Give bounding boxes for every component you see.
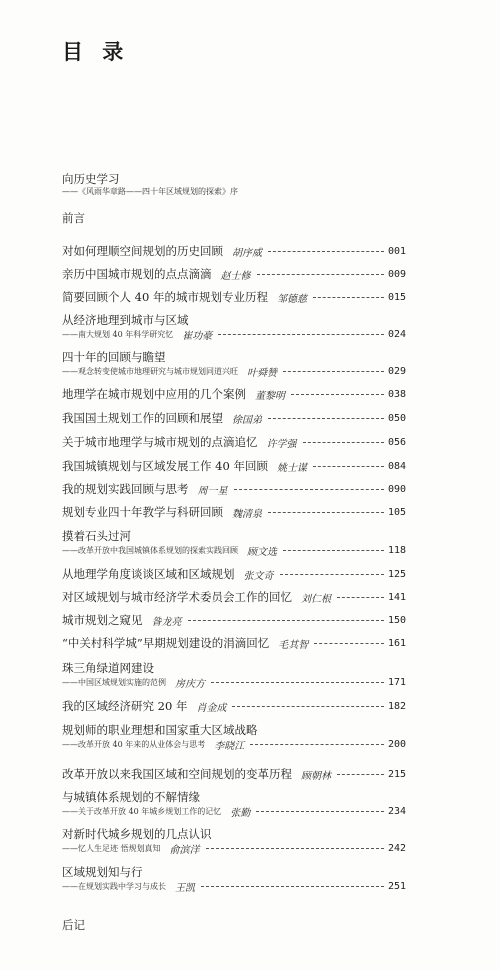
toc-entry-title: 从地理学角度谈谈区域和区域规划 bbox=[62, 567, 235, 581]
toc-entry-page: 171 bbox=[387, 677, 406, 688]
page-title: 目 录 bbox=[62, 39, 130, 64]
leader-dots bbox=[234, 489, 384, 490]
preface-subtitle: ——《风雨华章路——四十年区域规划的探索》序 bbox=[62, 187, 238, 196]
toc-entry-author: 李晓江 bbox=[214, 741, 245, 752]
leader-dots bbox=[268, 418, 384, 419]
leader-dots bbox=[257, 274, 384, 275]
leader-dots bbox=[218, 334, 384, 335]
leader-dots bbox=[268, 251, 384, 252]
toc-entry-line[interactable] bbox=[62, 806, 406, 817]
leader-dots bbox=[337, 774, 384, 775]
toc-entry-author: 顾朝林 bbox=[301, 770, 331, 782]
toc-entry-page: 215 bbox=[387, 768, 406, 780]
leader-dots bbox=[201, 886, 384, 887]
toc-entry-page: 242 bbox=[387, 843, 406, 854]
toc-entry-subtitle: ——改革开放中我国城镇体系规划的探索实践回顾 bbox=[62, 546, 238, 555]
toc-entry-title: 对区域规划与城市经济学术委员会工作的回忆 bbox=[62, 590, 292, 604]
leader-dots bbox=[283, 550, 384, 551]
toc-entry-page: 125 bbox=[387, 568, 406, 580]
toc-entry-author: 顾文选 bbox=[247, 547, 277, 558]
leader-dots bbox=[188, 620, 384, 621]
toc-entry-title: 简要回顾个人 40 年的城市规划专业历程 bbox=[62, 290, 268, 304]
toc-entry-title[interactable]: 区域规划知与行 bbox=[62, 865, 143, 879]
toc-entry[interactable] bbox=[62, 435, 406, 449]
toc-entry-author: 毛其智 bbox=[278, 639, 309, 651]
toc-entry-line[interactable] bbox=[62, 739, 406, 750]
toc-entry-line[interactable] bbox=[62, 366, 406, 377]
leader-dots bbox=[313, 297, 384, 298]
afterword-entry[interactable]: 后记 bbox=[62, 918, 85, 932]
toc-entry-title: 对如何理顺空间规划的历史回顾 bbox=[62, 244, 223, 258]
toc-entry-title[interactable]: 对新时代城乡规划的几点认识 bbox=[62, 827, 212, 841]
toc-entry-author: 董黎明 bbox=[255, 390, 285, 402]
toc-entry-title[interactable]: 珠三角绿道网建设 bbox=[62, 661, 154, 675]
toc-entry-line[interactable] bbox=[62, 677, 406, 688]
toc-entry-page: 084 bbox=[387, 460, 406, 472]
leader-dots bbox=[211, 682, 384, 683]
toc-entry-title: 改革开放以来我国区域和空间规划的变革历程 bbox=[62, 767, 292, 781]
toc-entry[interactable] bbox=[62, 244, 406, 258]
toc-entry-author: 刘仁根 bbox=[301, 593, 331, 605]
leader-dots bbox=[206, 848, 384, 849]
toc-entry-subtitle: ——改革开放 40 年来的从业体会与思考 bbox=[62, 740, 206, 749]
toc-entry-page: 050 bbox=[387, 412, 406, 424]
leader-dots bbox=[313, 466, 384, 467]
toc-entry-line[interactable] bbox=[62, 329, 406, 340]
toc-entry-line[interactable] bbox=[62, 545, 406, 556]
toc-entry[interactable] bbox=[62, 699, 406, 713]
toc-entry-line[interactable] bbox=[62, 843, 406, 854]
toc-entry-author: 王凯 bbox=[175, 883, 195, 894]
toc-entry-title: 规划专业四十年教学与科研回顾 bbox=[62, 505, 223, 519]
toc-entry-title: 我国城镇规划与区域发展工作 40 年回顾 bbox=[62, 459, 268, 473]
foreword-entry[interactable]: 前言 bbox=[62, 211, 85, 225]
toc-entry-title: 我的规划实践回顾与思考 bbox=[62, 482, 189, 496]
preface-title[interactable]: 向历史学习 bbox=[62, 172, 120, 186]
toc-entry-author: 许学强 bbox=[266, 438, 297, 450]
toc-entry-subtitle: ——中国区域规划实施的范例 bbox=[62, 678, 166, 687]
toc-entry-subtitle: ——观念转变使城市地理研究与城市规划同道兴旺 bbox=[62, 367, 238, 376]
leader-dots bbox=[256, 811, 384, 812]
toc-entry-subtitle: ——南大规划 40 年科学研究忆 bbox=[62, 330, 174, 339]
toc-entry-author: 周一星 bbox=[197, 485, 228, 497]
toc-entry-page: 150 bbox=[387, 614, 406, 626]
toc-entry[interactable] bbox=[62, 482, 406, 496]
toc-entry-title[interactable]: 四十年的回顾与瞻望 bbox=[62, 350, 166, 364]
toc-entry-author: 昝龙亮 bbox=[151, 616, 182, 628]
toc-entry-page: 024 bbox=[387, 329, 406, 340]
leader-dots bbox=[268, 512, 384, 513]
toc-entry-title[interactable]: 与城镇体系规划的不解情缘 bbox=[62, 790, 200, 804]
toc-entry-author: 叶舜赞 bbox=[247, 368, 277, 379]
toc-entry[interactable] bbox=[62, 290, 406, 304]
toc-entry-page: 056 bbox=[387, 436, 406, 448]
leader-dots bbox=[280, 574, 384, 575]
toc-entry-title: 城市规划之窥见 bbox=[62, 613, 143, 627]
leader-dots bbox=[337, 597, 384, 598]
toc-entry-author: 俞滨洋 bbox=[169, 845, 200, 856]
toc-entry-title[interactable]: 摸着石头过河 bbox=[62, 529, 131, 543]
toc-entry[interactable] bbox=[62, 613, 406, 627]
toc-entry-page: 029 bbox=[387, 366, 406, 377]
leader-dots bbox=[291, 394, 384, 395]
toc-entry-title: 关于城市地理学与城市规划的点滴追忆 bbox=[62, 435, 258, 449]
toc-entry-page: 001 bbox=[387, 245, 406, 257]
toc-entry-line[interactable] bbox=[62, 881, 406, 892]
toc-entry-title: “中关村科学城”早期规划建设的涓滴回忆 bbox=[62, 636, 270, 650]
toc-entry-author: 赵士修 bbox=[220, 270, 251, 282]
toc-entry-author: 崔功豪 bbox=[182, 331, 213, 342]
toc-entry[interactable] bbox=[62, 459, 406, 473]
toc-entry-page: 015 bbox=[387, 291, 406, 303]
leader-dots bbox=[303, 442, 384, 443]
toc-entry-author: 姚士谋 bbox=[276, 462, 307, 474]
toc-entry-page: 009 bbox=[387, 268, 406, 280]
toc-entry-title[interactable]: 规划师的职业理想和国家重大区域战略 bbox=[62, 723, 258, 737]
leader-dots bbox=[314, 643, 384, 644]
toc-entry-page: 141 bbox=[387, 591, 406, 603]
toc-entry[interactable] bbox=[62, 767, 406, 781]
toc-entry[interactable] bbox=[62, 411, 406, 425]
toc-entry-author: 胡序威 bbox=[232, 247, 262, 259]
toc-entry-author: 张文奇 bbox=[243, 570, 274, 582]
toc-entry[interactable] bbox=[62, 567, 406, 581]
toc-entry-title[interactable]: 从经济地理到城市与区域 bbox=[62, 313, 189, 327]
toc-entry-title: 我的区域经济研究 20 年 bbox=[62, 699, 188, 713]
toc-entry[interactable] bbox=[62, 590, 406, 604]
toc-entry-author: 邹德慈 bbox=[276, 293, 307, 305]
toc-entry-author: 魏清泉 bbox=[232, 508, 262, 520]
toc-entry-author: 张勤 bbox=[230, 808, 251, 819]
toc-entry-title: 地理学在城市规划中应用的几个案例 bbox=[62, 387, 246, 401]
toc-entry-page: 234 bbox=[387, 806, 406, 817]
toc-entry-page: 118 bbox=[387, 545, 406, 556]
toc-entry[interactable] bbox=[62, 636, 406, 650]
toc-entry-author: 房庆方 bbox=[175, 679, 205, 690]
toc-entry[interactable] bbox=[62, 387, 406, 401]
toc-entry-subtitle: ——在规划实践中学习与成长 bbox=[62, 882, 166, 891]
toc-entry-page: 105 bbox=[387, 506, 406, 518]
toc-entry-page: 182 bbox=[387, 700, 406, 712]
toc-entry-author: 徐国弟 bbox=[232, 414, 262, 426]
toc-entry[interactable] bbox=[62, 505, 406, 519]
toc-entry-title: 亲历中国城市规划的点点滴滴 bbox=[62, 267, 212, 281]
leader-dots bbox=[283, 371, 384, 372]
toc-entry[interactable] bbox=[62, 267, 406, 281]
toc-entry-page: 200 bbox=[387, 739, 406, 750]
toc-entry-subtitle: ——忆人生足迹 悟规划真知 bbox=[62, 844, 161, 853]
leader-dots bbox=[232, 706, 383, 707]
toc-entry-page: 038 bbox=[387, 388, 406, 400]
toc-entry-title: 我国国土规划工作的回顾和展望 bbox=[62, 411, 223, 425]
toc-entry-page: 090 bbox=[387, 483, 406, 495]
toc-entry-subtitle: ——关于改革开放 40 年城乡规划工作的记忆 bbox=[62, 807, 222, 816]
leader-dots bbox=[250, 744, 384, 745]
toc-entry-page: 251 bbox=[387, 881, 406, 892]
toc-entry-page: 161 bbox=[387, 637, 406, 649]
toc-entry-author: 肖金成 bbox=[196, 702, 227, 714]
